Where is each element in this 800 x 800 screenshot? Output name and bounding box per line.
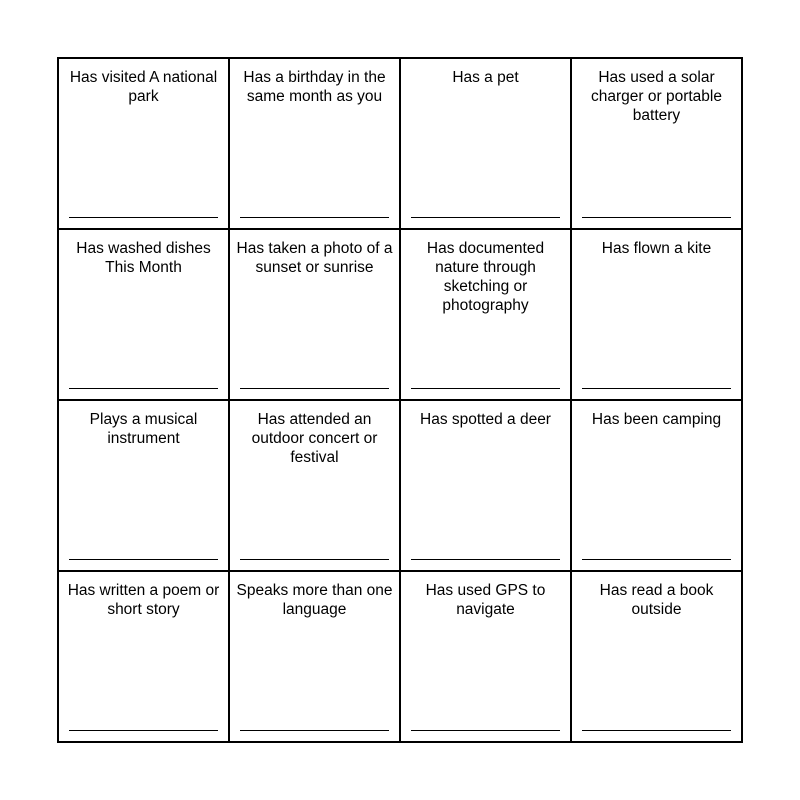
bingo-cell [401,59,572,230]
signature-line [411,730,560,731]
bingo-cell [572,401,743,572]
bingo-cell [572,230,743,401]
cell-prompt: Has written a poem or short story [67,582,220,618]
cell-prompt: Has used a solar charger or portable battery [591,69,722,124]
bingo-cell [230,59,401,230]
cell-prompt: Has spotted a deer [420,411,551,428]
signature-line [582,388,731,389]
bingo-cell [401,401,572,572]
bingo-cell [230,230,401,401]
signature-line [240,217,389,218]
bingo-cell [401,230,572,401]
signature-line [411,388,560,389]
cell-prompt: Has documented nature through sketching or photography [426,240,545,314]
cell-prompt: Has flown a kite [601,240,712,257]
bingo-grid [57,57,743,743]
bingo-cell [59,401,230,572]
cell-prompt: Has washed dishes This Month [76,240,211,276]
signature-line [69,217,218,218]
cell-prompt: Has been camping [591,411,722,428]
bingo-cell [59,230,230,401]
bingo-cell [230,572,401,743]
cell-prompt: Plays a musical instrument [89,411,198,447]
cell-prompt: Has attended an outdoor concert or festival [251,411,378,466]
bingo-cell [59,59,230,230]
signature-line [69,559,218,560]
cell-prompt: Has visited A national park [69,69,218,105]
cell-prompt: Has used GPS to navigate [425,582,546,618]
signature-line [240,559,389,560]
signature-line [69,388,218,389]
bingo-cell [59,572,230,743]
bingo-cell [401,572,572,743]
cell-prompt: Speaks more than one language [236,582,393,618]
signature-line [411,559,560,560]
cell-prompt: Has a birthday in the same month as you [243,69,386,105]
signature-line [582,217,731,218]
signature-line [582,559,731,560]
signature-line [240,730,389,731]
signature-line [240,388,389,389]
signature-line [582,730,731,731]
bingo-cell [572,572,743,743]
cell-prompt: Has taken a photo of a sunset or sunrise [236,240,393,276]
cell-prompt: Has a pet [452,69,519,86]
signature-line [411,217,560,218]
cell-prompt: Has read a book outside [599,582,714,618]
signature-line [69,730,218,731]
bingo-cell [230,401,401,572]
bingo-cell [572,59,743,230]
